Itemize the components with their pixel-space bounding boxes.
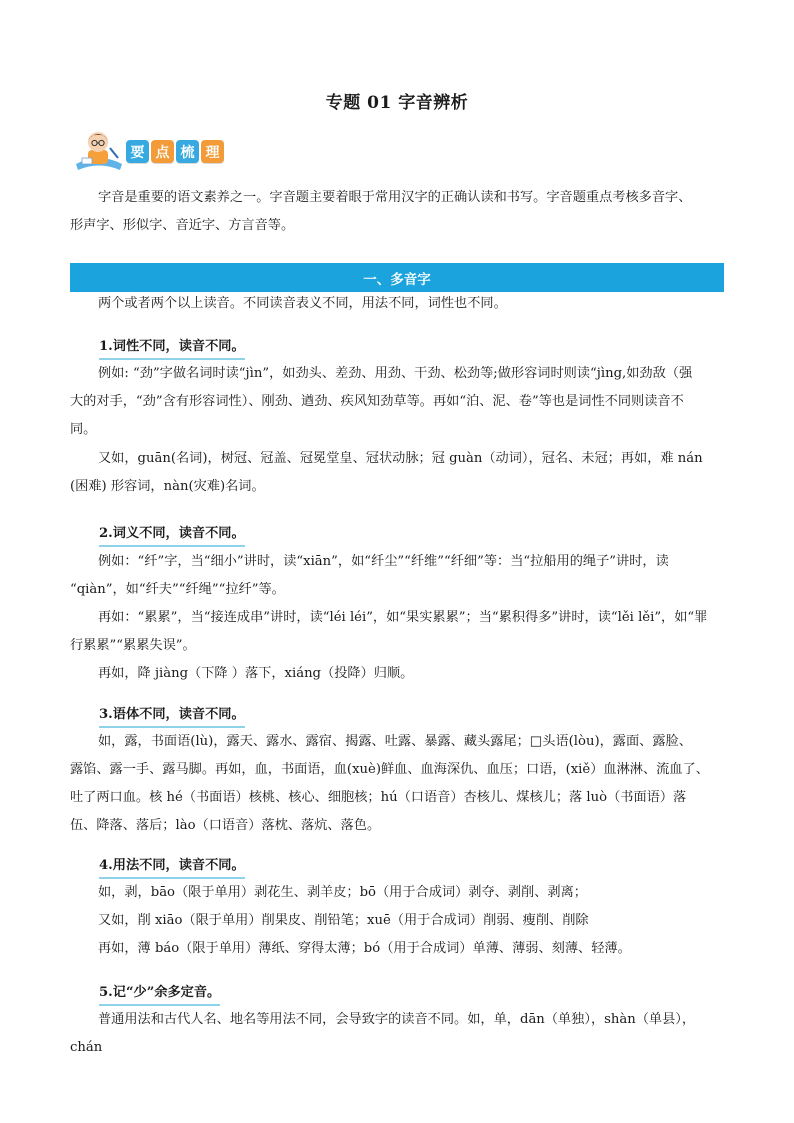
paragraph-usage: 如，剥，bāo（限于单用）剥花生、剥羊皮；bō（用于合成词）剥夺、剥削、剥离； 又如，削 xiāo（限于单用）削果皮、削铅笔；xuē（用于合成词）削弱、瘦削、削除 再如，薄 báo（限于单用）薄纸、穿得太薄；bó（用于合成词）单薄、薄弱、刻薄、轻薄。	[98, 885, 631, 956]
banner-tile: 理	[201, 140, 224, 163]
subheading-register: 3.语体不同，读音不同。	[99, 705, 245, 728]
subheading-meaning: 2.词义不同，读音不同。	[99, 524, 245, 547]
section-lead: 两个或者两个以上读音。不同读音表义不同，用法不同，词性也不同。	[98, 296, 507, 311]
banner-tile: 点	[151, 140, 174, 163]
paragraph-register: 如，露，书面语(lù)，露天、露水、露宿、揭露、吐露、暴露、藏头露尾；□头语(lòu)，露面、露脸、 露馅、露一手、露马脚。再如，血，书面语，血(xuè)鲜血、血海深仇、血压；口语，(xiě）血淋淋、流血了、 吐了两口血。核 hé（书面语）核桃、核心、细胞核；hú（口语音）杏核儿、煤核儿；落 luò（书面语）落 伍、降落、落后；lào（口语音）落枕、落炕、落色。	[70, 734, 709, 833]
page-title: 专题 01 字音辨析	[325, 93, 469, 113]
subheading-memory: 5.记“少”余多定音。	[99, 983, 220, 1006]
section-header: 一、多音字	[70, 263, 724, 292]
paragraph-memory: 普通用法和古代人名、地名等用法不同，会导致字的读音不同。如，单，dān（单独），shàn（单县），chán	[70, 1012, 696, 1055]
banner-tiles	[126, 140, 224, 163]
paragraph-meaning: 例如：“纤”字，当“细小”讲时，读“xiān”，如“纤尘”“纤维”“纤细”等：当“拉船用的绳子”讲时，读 “qiàn”，如“纤夫”“纤绳”“拉纤”等。 再如：“累累”，当“接连成串”讲时，读“léi léi”，如“果实累累”；当“累积得多”讲时，读“lěi lěi”，如“罪 行累累”“累累失误”。 再如，降 jiàng（下降 ）落下，xiáng（投降）归顺。	[70, 554, 708, 681]
intro-paragraph: 字音是重要的语文素养之一。字音题主要着眼于常用汉字的正确认读和书写。字音题重点考核多音字、 形声字、形似字、音近字、方言音等。	[70, 190, 692, 233]
banner-tile: 梳	[176, 140, 199, 163]
paragraph-pos-example: 例如: “劲”字做名词时读“jìn”，如劲头、差劲、用劲、干劲、松劲等;做形容词时则读“jìng,如劲敌（强 大的对手，“劲”含有形容词性）、刚劲、遒劲、疾风知劲草等。再如“泊、泥、卷”等也是词性不同则读音不 同。	[70, 366, 693, 437]
banner-tile: 要	[126, 140, 149, 163]
subheading-pos: 1.词性不同，读音不同。	[99, 337, 245, 360]
student-mascot-icon	[74, 128, 124, 172]
subheading-usage: 4.用法不同，读音不同。	[99, 856, 245, 879]
paragraph-pos-more: 又如，guān(名词)，树冠、冠盖、冠冕堂皇、冠状动脉；冠 guàn（动词），冠名、未冠；再如，难 nán (困难) 形容词，nàn(灾难)名词。	[70, 451, 703, 494]
